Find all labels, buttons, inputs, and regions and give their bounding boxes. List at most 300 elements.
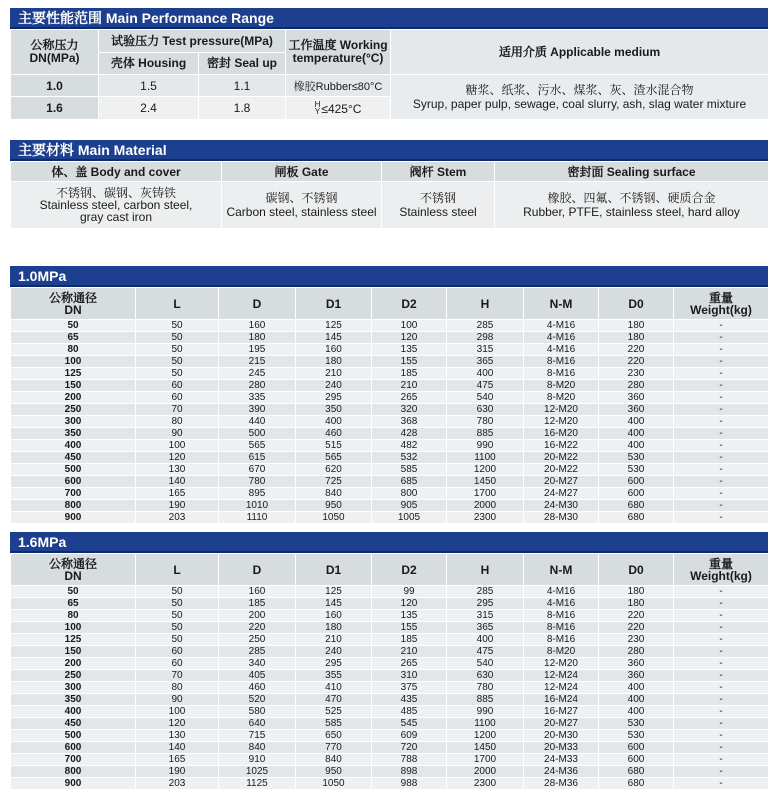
gate-header: 闸板 Gate — [222, 162, 382, 182]
d2-cell: 320 — [372, 404, 447, 416]
dn-header-en: DN — [64, 302, 82, 317]
weight-cell: - — [674, 440, 769, 452]
weight-cell: - — [674, 392, 769, 404]
d-cell: 520 — [219, 694, 296, 706]
nm-cell: 20-M27 — [524, 476, 599, 488]
dn-cell: 400 — [11, 706, 136, 718]
d2-cell: 905 — [372, 500, 447, 512]
h-cell: 2000 — [447, 500, 524, 512]
d-cell: 250 — [219, 634, 296, 646]
dn-cell: 600 — [11, 476, 136, 488]
temp-value: 橡胶Rubber≤80°C — [286, 75, 391, 97]
d0-cell: 230 — [599, 634, 674, 646]
h-cell: 400 — [447, 368, 524, 380]
d0-cell: 530 — [599, 464, 674, 476]
d1-cell: 515 — [296, 440, 372, 452]
d1-cell: 1050 — [296, 512, 372, 524]
d2-cell: 1005 — [372, 512, 447, 524]
d2-cell: 210 — [372, 380, 447, 392]
temp-prefix-y: Y — [314, 107, 321, 117]
d2-cell: 482 — [372, 440, 447, 452]
h-cell: 2000 — [447, 766, 524, 778]
material-table — [10, 161, 769, 229]
body-en-1: Stainless steel, carbon steel, — [39, 198, 193, 212]
h-cell: 365 — [447, 356, 524, 368]
table-row — [11, 440, 769, 452]
weight-cell: - — [674, 476, 769, 488]
l-cell: 130 — [136, 730, 219, 742]
performance-section — [10, 8, 768, 120]
d-cell: 460 — [219, 682, 296, 694]
weight-cell: - — [674, 464, 769, 476]
l-cell: 50 — [136, 344, 219, 356]
gate-material — [222, 182, 382, 229]
d2-cell: 135 — [372, 344, 447, 356]
table-row — [11, 622, 769, 634]
nm-cell: 28-M36 — [524, 778, 599, 790]
table-1-6mpa-section — [10, 532, 768, 790]
l-cell: 60 — [136, 392, 219, 404]
d1-cell: 585 — [296, 718, 372, 730]
table-row — [11, 586, 769, 598]
dn-cell: 80 — [11, 344, 136, 356]
table-row — [11, 766, 769, 778]
d1-cell: 295 — [296, 392, 372, 404]
d0-cell: 530 — [599, 452, 674, 464]
l-cell: 70 — [136, 670, 219, 682]
dn-cell: 250 — [11, 670, 136, 682]
stem-header: 阀杆 Stem — [382, 162, 495, 182]
housing-header: 壳体 Housing — [99, 53, 199, 75]
d0-cell: 600 — [599, 742, 674, 754]
d2-cell: 788 — [372, 754, 447, 766]
h-cell: 1700 — [447, 754, 524, 766]
body-en-2: gray cast iron — [79, 210, 153, 224]
body-cover-header: 体、盖 Body and cover — [11, 162, 222, 182]
nm-cell: 20-M22 — [524, 452, 599, 464]
weight-cell: - — [674, 416, 769, 428]
d1-cell: 410 — [296, 682, 372, 694]
nm-cell: 24-M27 — [524, 488, 599, 500]
h-cell: 315 — [447, 344, 524, 356]
weight-cell: - — [674, 670, 769, 682]
nm-cell: 12-M24 — [524, 682, 599, 694]
h-cell: 630 — [447, 404, 524, 416]
gate-cn: 碳钢、不锈钢 — [265, 191, 338, 205]
nm-cell: 16-M22 — [524, 440, 599, 452]
pn-value: 1.6 — [11, 97, 99, 120]
nm-cell: 24-M36 — [524, 766, 599, 778]
dn-header — [11, 554, 136, 586]
h-cell: 630 — [447, 670, 524, 682]
d1-cell: 295 — [296, 658, 372, 670]
d0-cell: 680 — [599, 766, 674, 778]
nm-cell: 16-M24 — [524, 694, 599, 706]
nm-cell: 24-M30 — [524, 500, 599, 512]
h-cell: 780 — [447, 416, 524, 428]
d1-cell: 355 — [296, 670, 372, 682]
table-row — [11, 598, 769, 610]
seal-header: 密封 Seal up — [199, 53, 286, 75]
table-row — [11, 682, 769, 694]
d-cell: 1110 — [219, 512, 296, 524]
l-cell: 203 — [136, 512, 219, 524]
nm-header: N-M — [524, 288, 599, 320]
d0-cell: 180 — [599, 598, 674, 610]
table-row — [11, 634, 769, 646]
table-row — [11, 356, 769, 368]
dn-cell: 300 — [11, 416, 136, 428]
h-cell: 990 — [447, 706, 524, 718]
l-cell: 190 — [136, 500, 219, 512]
d1-cell: 725 — [296, 476, 372, 488]
d1-cell: 125 — [296, 586, 372, 598]
nm-cell: 8-M16 — [524, 610, 599, 622]
l-cell: 165 — [136, 488, 219, 500]
working-temp-header: 工作温度 Working temperature(°C) — [286, 30, 391, 75]
d1-cell: 770 — [296, 742, 372, 754]
d1-cell: 460 — [296, 428, 372, 440]
h-cell: 2300 — [447, 512, 524, 524]
weight-cell: - — [674, 500, 769, 512]
performance-table — [10, 29, 769, 120]
weight-cell: - — [674, 730, 769, 742]
nm-cell: 8-M16 — [524, 368, 599, 380]
d-cell: 285 — [219, 646, 296, 658]
h-cell: 1450 — [447, 476, 524, 488]
l-cell: 120 — [136, 718, 219, 730]
nm-cell: 16-M20 — [524, 428, 599, 440]
weight-cell: - — [674, 356, 769, 368]
d-cell: 580 — [219, 706, 296, 718]
d1-cell: 210 — [296, 368, 372, 380]
d0-cell: 600 — [599, 488, 674, 500]
dn-cell: 200 — [11, 658, 136, 670]
d2-cell: 265 — [372, 392, 447, 404]
dn-cell: 700 — [11, 754, 136, 766]
dn-cell: 80 — [11, 610, 136, 622]
nm-cell: 12-M20 — [524, 416, 599, 428]
weight-header-en: Weight(kg) — [690, 568, 752, 583]
d2-cell: 800 — [372, 488, 447, 500]
d2-cell: 265 — [372, 658, 447, 670]
material-title: 主要材料 Main Material — [10, 140, 768, 161]
h-cell: 1100 — [447, 718, 524, 730]
d0-cell: 180 — [599, 320, 674, 332]
d0-cell: 180 — [599, 332, 674, 344]
h-cell: 298 — [447, 332, 524, 344]
dn-cell: 900 — [11, 778, 136, 790]
d1-cell: 180 — [296, 356, 372, 368]
d2-cell: 135 — [372, 610, 447, 622]
h-cell: 285 — [447, 586, 524, 598]
nm-cell: 4-M16 — [524, 332, 599, 344]
table-row — [11, 742, 769, 754]
weight-cell: - — [674, 598, 769, 610]
h-cell: 475 — [447, 380, 524, 392]
nm-cell: 12-M20 — [524, 658, 599, 670]
nm-cell: 24-M33 — [524, 754, 599, 766]
stem-material — [382, 182, 495, 229]
table-1-6mpa-title: 1.6MPa — [10, 532, 768, 553]
table-row — [11, 404, 769, 416]
table-1-0mpa-title: 1.0MPa — [10, 266, 768, 287]
stem-en: Stainless steel — [399, 205, 477, 219]
dn-header-cn: 公称通径 — [48, 556, 97, 571]
h-cell: 1100 — [447, 452, 524, 464]
d2-header: D2 — [372, 288, 447, 320]
d2-cell: 988 — [372, 778, 447, 790]
d-cell: 220 — [219, 622, 296, 634]
h-cell: 285 — [447, 320, 524, 332]
d2-header: D2 — [372, 554, 447, 586]
d-cell: 615 — [219, 452, 296, 464]
l-cell: 140 — [136, 476, 219, 488]
d-cell: 670 — [219, 464, 296, 476]
d-cell: 185 — [219, 598, 296, 610]
l-header: L — [136, 554, 219, 586]
sealing-material — [495, 182, 769, 229]
d-cell: 180 — [219, 332, 296, 344]
l-cell: 50 — [136, 368, 219, 380]
nm-cell: 20-M22 — [524, 464, 599, 476]
d-cell: 840 — [219, 742, 296, 754]
weight-header-en: Weight(kg) — [690, 302, 752, 317]
weight-cell: - — [674, 452, 769, 464]
d-cell: 160 — [219, 586, 296, 598]
weight-cell: - — [674, 742, 769, 754]
h-cell: 780 — [447, 682, 524, 694]
dn-cell: 100 — [11, 356, 136, 368]
h-cell: 475 — [447, 646, 524, 658]
table-row — [11, 610, 769, 622]
d0-cell: 400 — [599, 440, 674, 452]
medium-en: Syrup, paper pulp, sewage, coal slurry, ash, slag water mixture — [412, 97, 747, 111]
dn-cell: 150 — [11, 646, 136, 658]
table-1-0mpa-section — [10, 266, 768, 524]
d1-cell: 400 — [296, 416, 372, 428]
d2-cell: 120 — [372, 332, 447, 344]
table-row — [11, 488, 769, 500]
d0-cell: 220 — [599, 622, 674, 634]
d0-cell: 360 — [599, 392, 674, 404]
medium-cell — [391, 75, 769, 120]
test-pressure-header: 试验压力 Test pressure(MPa) — [99, 30, 286, 53]
d-cell: 500 — [219, 428, 296, 440]
dn-cell: 800 — [11, 500, 136, 512]
d2-cell: 585 — [372, 464, 447, 476]
h-cell: 400 — [447, 634, 524, 646]
d0-cell: 530 — [599, 730, 674, 742]
d0-cell: 400 — [599, 428, 674, 440]
sealing-surface-header: 密封面 Sealing surface — [495, 162, 769, 182]
dn-header-cn: 公称通径 — [48, 290, 97, 305]
d1-cell: 470 — [296, 694, 372, 706]
h-cell: 295 — [447, 598, 524, 610]
table-row — [11, 452, 769, 464]
nominal-pressure-header: 公称压力 DN(MPa) — [11, 30, 99, 75]
dn-cell: 300 — [11, 682, 136, 694]
medium-cn: 糖浆、纸浆、污水、煤浆、灰、渣水混合物 — [465, 83, 694, 97]
table-row — [11, 718, 769, 730]
l-cell: 90 — [136, 694, 219, 706]
d2-cell: 545 — [372, 718, 447, 730]
d0-cell: 230 — [599, 368, 674, 380]
d-cell: 160 — [219, 320, 296, 332]
weight-cell: - — [674, 622, 769, 634]
table-row — [11, 778, 769, 790]
l-cell: 50 — [136, 356, 219, 368]
table-row — [11, 670, 769, 682]
nm-cell: 20-M33 — [524, 742, 599, 754]
weight-header — [674, 554, 769, 586]
d1-cell: 525 — [296, 706, 372, 718]
d1-cell: 950 — [296, 500, 372, 512]
d0-cell: 680 — [599, 512, 674, 524]
d-cell: 405 — [219, 670, 296, 682]
d1-header: D1 — [296, 554, 372, 586]
table-1-0mpa — [10, 287, 769, 524]
dn-cell: 125 — [11, 368, 136, 380]
d2-cell: 428 — [372, 428, 447, 440]
l-cell: 130 — [136, 464, 219, 476]
d-header: D — [219, 554, 296, 586]
d-cell: 340 — [219, 658, 296, 670]
l-cell: 50 — [136, 320, 219, 332]
d-cell: 1025 — [219, 766, 296, 778]
seal-en: Rubber, PTFE, stainless steel, hard alloy — [523, 205, 740, 219]
d0-cell: 280 — [599, 380, 674, 392]
gate-en: Carbon steel, stainless steel — [226, 205, 377, 219]
l-cell: 90 — [136, 428, 219, 440]
d0-cell: 600 — [599, 754, 674, 766]
weight-cell: - — [674, 368, 769, 380]
weight-header-cn: 重量 — [708, 556, 733, 571]
l-cell: 50 — [136, 634, 219, 646]
d1-cell: 350 — [296, 404, 372, 416]
weight-cell: - — [674, 610, 769, 622]
weight-cell: - — [674, 488, 769, 500]
d2-cell: 185 — [372, 368, 447, 380]
d0-cell: 400 — [599, 682, 674, 694]
table-row — [11, 730, 769, 742]
d1-cell: 1050 — [296, 778, 372, 790]
dn-cell: 500 — [11, 730, 136, 742]
dn-cell: 500 — [11, 464, 136, 476]
nm-header: N-M — [524, 554, 599, 586]
table-row — [11, 706, 769, 718]
nm-cell: 12-M20 — [524, 404, 599, 416]
weight-cell: - — [674, 428, 769, 440]
nm-cell: 8-M16 — [524, 634, 599, 646]
d1-cell: 160 — [296, 610, 372, 622]
temp-limit: ≤425°C — [321, 101, 362, 116]
l-cell: 140 — [136, 742, 219, 754]
table-row — [11, 646, 769, 658]
d1-cell: 565 — [296, 452, 372, 464]
dn-cell: 250 — [11, 404, 136, 416]
table-row — [11, 500, 769, 512]
d2-cell: 532 — [372, 452, 447, 464]
dn-cell: 900 — [11, 512, 136, 524]
table-1-6mpa — [10, 553, 769, 790]
stem-cn: 不锈钢 — [419, 191, 456, 205]
nm-cell: 8-M20 — [524, 380, 599, 392]
d2-cell: 485 — [372, 706, 447, 718]
weight-cell: - — [674, 344, 769, 356]
h-cell: 1200 — [447, 464, 524, 476]
h-cell: 2300 — [447, 778, 524, 790]
housing-value: 1.5 — [99, 75, 199, 97]
d2-cell: 609 — [372, 730, 447, 742]
dn-cell: 600 — [11, 742, 136, 754]
dn-cell: 800 — [11, 766, 136, 778]
weight-cell: - — [674, 380, 769, 392]
h-cell: 540 — [447, 392, 524, 404]
h-cell: 365 — [447, 622, 524, 634]
d2-cell: 185 — [372, 634, 447, 646]
table-row — [11, 380, 769, 392]
weight-cell: - — [674, 586, 769, 598]
l-header: L — [136, 288, 219, 320]
l-cell: 190 — [136, 766, 219, 778]
d-cell: 215 — [219, 356, 296, 368]
d-cell: 640 — [219, 718, 296, 730]
l-cell: 50 — [136, 332, 219, 344]
d2-cell: 99 — [372, 586, 447, 598]
l-cell: 80 — [136, 416, 219, 428]
nm-cell: 16-M27 — [524, 706, 599, 718]
l-cell: 165 — [136, 754, 219, 766]
d1-cell: 950 — [296, 766, 372, 778]
d-cell: 280 — [219, 380, 296, 392]
weight-cell: - — [674, 646, 769, 658]
d0-cell: 280 — [599, 646, 674, 658]
temp-prefix-h: H — [314, 100, 321, 110]
d2-cell: 155 — [372, 622, 447, 634]
temp-value — [286, 97, 391, 120]
h-cell: 1200 — [447, 730, 524, 742]
d1-cell: 145 — [296, 332, 372, 344]
dn-cell: 350 — [11, 428, 136, 440]
d0-cell: 220 — [599, 356, 674, 368]
h-cell: 315 — [447, 610, 524, 622]
dn-cell: 65 — [11, 598, 136, 610]
weight-cell: - — [674, 718, 769, 730]
d-cell: 780 — [219, 476, 296, 488]
dn-cell: 350 — [11, 694, 136, 706]
d-cell: 1125 — [219, 778, 296, 790]
seal-value: 1.8 — [199, 97, 286, 120]
table-row — [11, 368, 769, 380]
l-cell: 60 — [136, 658, 219, 670]
nm-cell: 8-M16 — [524, 622, 599, 634]
d2-cell: 310 — [372, 670, 447, 682]
l-cell: 60 — [136, 646, 219, 658]
table-row — [11, 344, 769, 356]
nm-cell: 4-M16 — [524, 598, 599, 610]
d-cell: 335 — [219, 392, 296, 404]
d0-cell: 360 — [599, 404, 674, 416]
d0-cell: 400 — [599, 706, 674, 718]
table-row — [11, 476, 769, 488]
d-cell: 440 — [219, 416, 296, 428]
d2-cell: 210 — [372, 646, 447, 658]
l-cell: 70 — [136, 404, 219, 416]
table-1-0mpa-body — [11, 320, 769, 524]
weight-cell: - — [674, 404, 769, 416]
d-cell: 245 — [219, 368, 296, 380]
